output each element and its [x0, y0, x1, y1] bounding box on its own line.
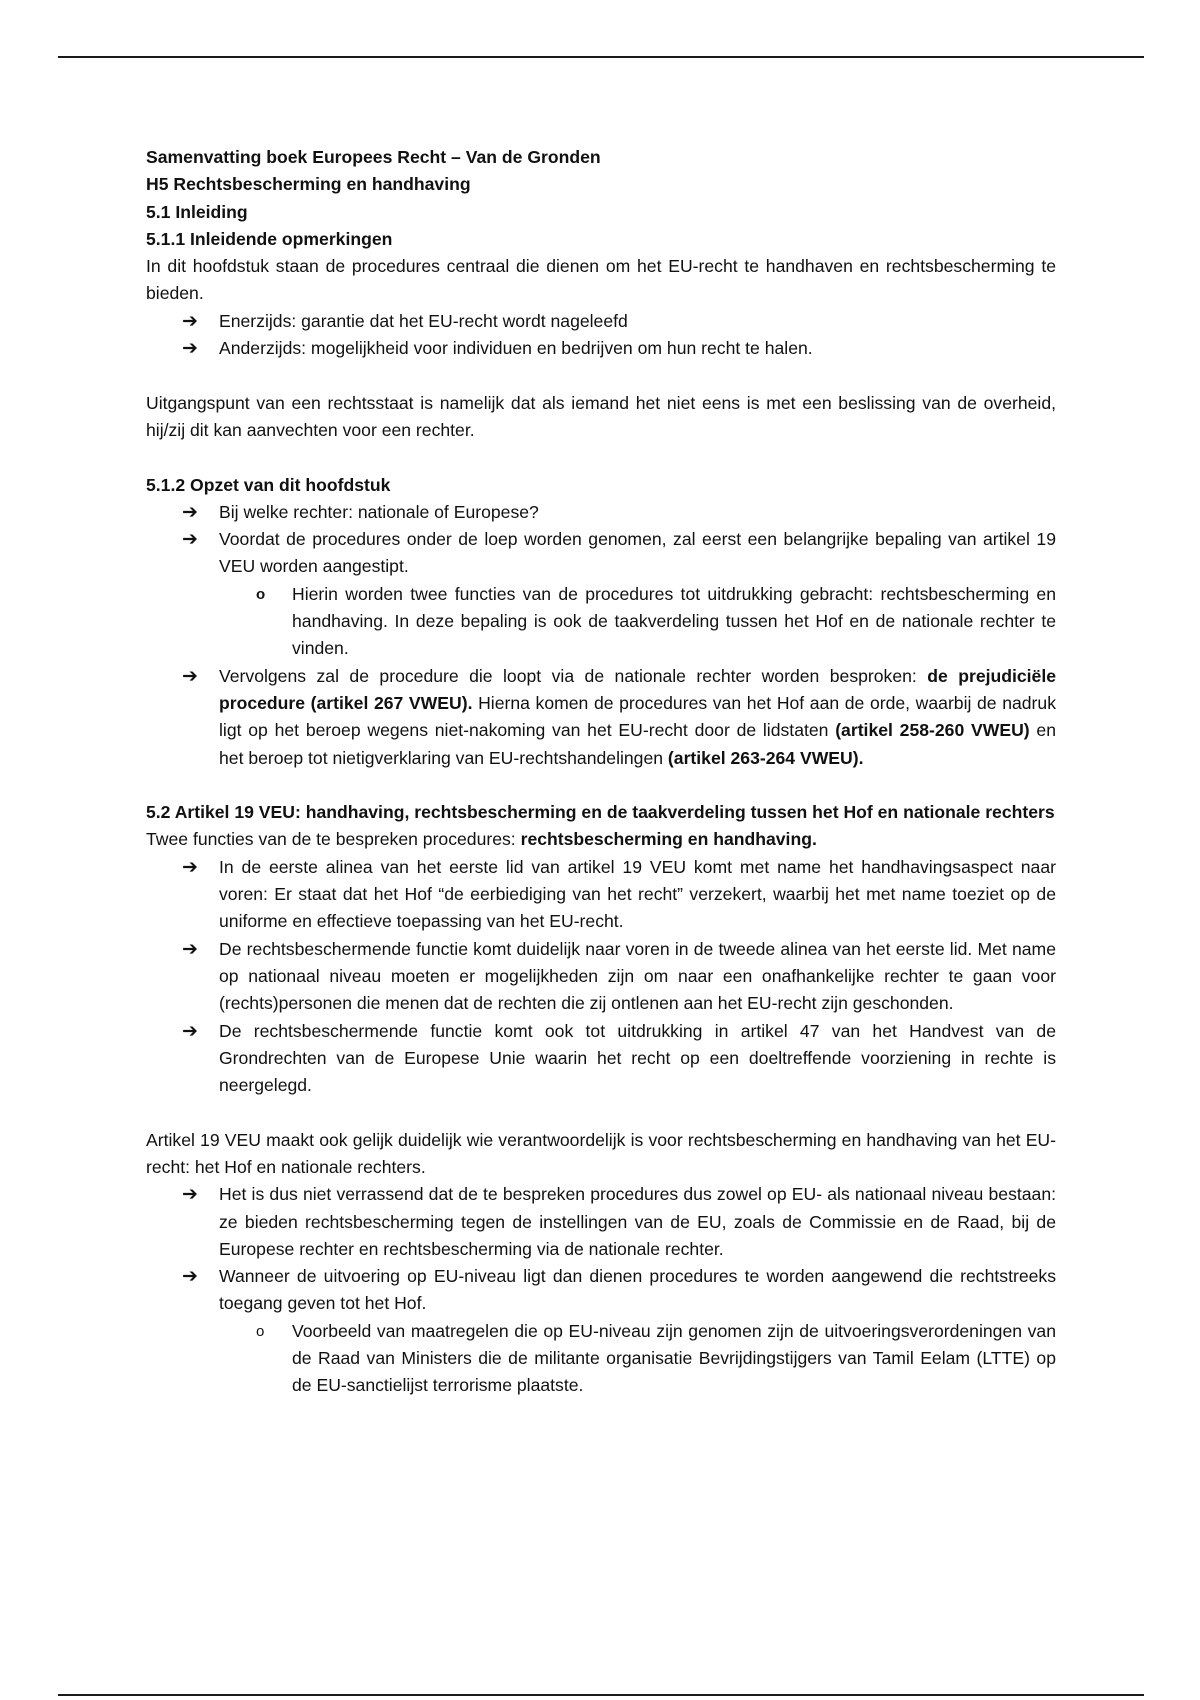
list-item: ➔ In de eerste alinea van het eerste lid van artikel 19 VEU komt met name het handhavingsaspect naar voren: Er staat dat het Hof “de eerbiediging van het recht” verzekert, waarbij het met name toeziet op de uniforme en effectieve toepassing van het EU-recht. — [146, 854, 1056, 936]
arrow-bullet-icon: ➔ — [182, 310, 198, 332]
paragraph: Artikel 19 VEU maakt ook gelijk duidelijk wie verantwoordelijk is voor rechtsbescherming en handhaving van het EU-recht: het Hof en nationale rechters. — [146, 1129, 1056, 1177]
paragraph: Twee functies van de te bespreken procedures: rechtsbescherming en handhaving. — [146, 829, 817, 850]
list-item: ➔ Vervolgens zal de procedure die loopt via de nationale rechter worden besproken: de prejudiciële procedure (artikel 267 VWEU). Hierna komen de procedures van het Hof aan de orde, waarbij de nadruk ligt op het beroep wegens niet-nakoming van het EU-recht door de lidstaten (artikel 258-260 VWEU) en het beroep tot nietigverklaring van EU-rechtshandelingen (artikel 263-264 VWEU). — [146, 663, 1056, 772]
document-title: Samenvatting boek Europees Recht – Van de Gronden — [146, 147, 601, 167]
section-heading-5-1-1: 5.1.1 Inleidende opmerkingen — [146, 228, 393, 249]
footer-rule — [58, 1694, 1144, 1696]
sub-list-item: o Voorbeeld van maatregelen die op EU-niveau zijn genomen zijn de uitvoeringsverordeningen van de Raad van Ministers die de militante organisatie Bevrijdingstijgers van Tamil Eelam (LTTE) op de EU-sanctielijst terrorisme plaatste. — [146, 1318, 1056, 1400]
arrow-bullet-icon: ➔ — [182, 1266, 198, 1288]
list-item: ➔ Bij welke rechter: nationale of Europese? — [146, 499, 1056, 526]
section-heading-5-1-2: 5.1.2 Opzet van dit hoofdstuk — [146, 474, 391, 495]
arrow-bullet-icon: ➔ — [182, 501, 198, 523]
paragraph: Uitgangspunt van een rechtsstaat is namelijk dat als iemand het niet eens is met een beslissing van de overheid, hij/zij dit kan aanvechten voor een rechter. — [146, 392, 1056, 440]
section-heading-5-2: 5.2 Artikel 19 VEU: handhaving, rechtsbescherming en de taakverdeling tussen het Hof en nationale rechters — [146, 802, 1055, 823]
arrow-bullet-icon: ➔ — [182, 665, 198, 687]
circle-bullet-icon: o — [256, 585, 266, 603]
list-item: ➔ Het is dus niet verrassend dat de te bespreken procedures dus zowel op EU- als nationaal niveau bestaan: ze bieden rechtsbescherming tegen de instellingen van de EU, zoals de Commissie en de Raad, bij de Europese rechter en rechtsbescherming via de nationale rechter. — [146, 1181, 1056, 1263]
arrow-bullet-icon: ➔ — [182, 529, 198, 551]
arrow-bullet-icon: ➔ — [182, 856, 198, 878]
arrow-bullet-icon: ➔ — [182, 938, 198, 960]
list-item: ➔ Enerzijds: garantie dat het EU-recht wordt nageleefd — [146, 308, 1056, 335]
header-rule — [58, 56, 1144, 58]
arrow-bullet-icon: ➔ — [182, 1184, 198, 1206]
document-page — [146, 144, 1056, 1400]
list-item: ➔ Voordat de procedures onder de loep worden genomen, zal eerst een belangrijke bepaling van artikel 19 VEU worden aangestipt. — [146, 526, 1056, 581]
arrow-bullet-icon: ➔ — [182, 338, 198, 360]
list-item: ➔ Anderzijds: mogelijkheid voor individuen en bedrijven om hun recht te halen. — [146, 335, 1056, 362]
sub-list-item: o Hierin worden twee functies van de procedures tot uitdrukking gebracht: rechtsbescherming en handhaving. In deze bepaling is ook de taakverdeling tussen het Hof en de nationale rechter te vinden. — [146, 581, 1056, 663]
section-heading-5-1: 5.1 Inleiding — [146, 201, 248, 222]
list-item: ➔ Wanneer de uitvoering op EU-niveau ligt dan dienen procedures te worden aangewend die rechtstreeks toegang geven tot het Hof. — [146, 1263, 1056, 1318]
chapter-heading: H5 Rechtsbescherming en handhaving — [146, 174, 471, 195]
list-item: ➔ De rechtsbeschermende functie komt duidelijk naar voren in de tweede alinea van het eerste lid. Met name op nationaal niveau moeten er mogelijkheden zijn om naar een onafhankelijke rechter te gaan voor (rechts)personen die menen dat de rechten die zij ontlenen aan het EU-recht zijn geschonden. — [146, 936, 1056, 1018]
list-item: ➔ De rechtsbeschermende functie komt ook tot uitdrukking in artikel 47 van het Handvest van de Grondrechten van de Europese Unie waarin het recht op een doeltreffende voorziening in rechte is neergelegd. — [146, 1018, 1056, 1100]
paragraph: In dit hoofdstuk staan de procedures centraal die dienen om het EU-recht te handhaven en rechtsbescherming te bieden. — [146, 256, 1056, 304]
circle-bullet-icon: o — [256, 1322, 265, 1340]
arrow-bullet-icon: ➔ — [182, 1020, 198, 1042]
